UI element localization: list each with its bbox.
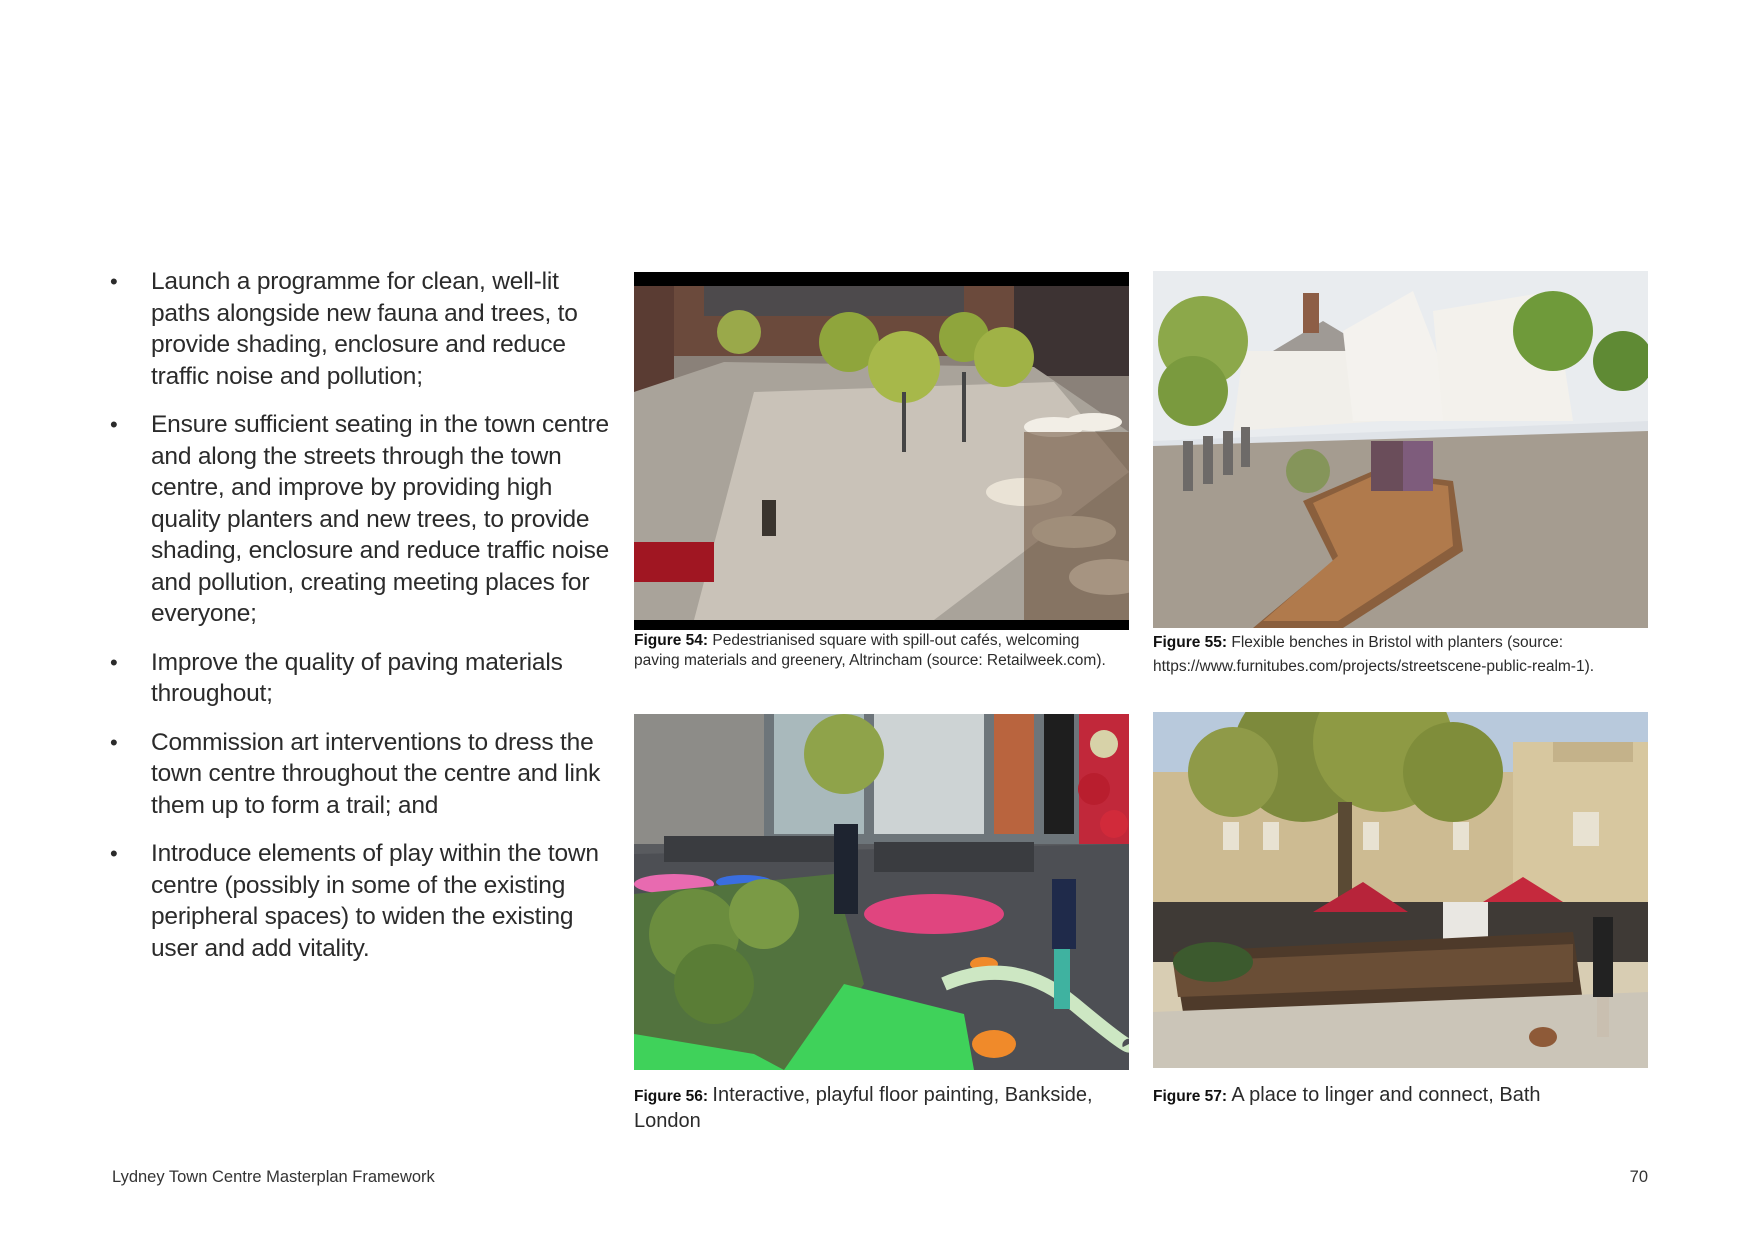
bullet-item: • Introduce elements of play within the town centre (possibly in some of the existing peripheral spaces) to widen the existing user and add vitality.	[110, 840, 599, 962]
bullet-item: • Launch a programme for clean, well-lit paths alongside new fauna and trees, to provide shading, enclosure and reduce traffic noise and pollution;	[110, 268, 578, 390]
bullet-text: Introduce elements of play within the town centre (possibly in some of the existing peripheral spaces) to widen the existing user and add vitality.	[151, 840, 599, 962]
bullet-list	[110, 266, 610, 981]
figure-55-photo	[1153, 271, 1648, 628]
figure-57-photo	[1153, 712, 1648, 1068]
bullet-item: • Ensure sufficient seating in the town centre and along the streets through the town centre, and improve by providing high quality planters and new trees, to provide shading, enclosure and reduce traffic noise and pollution, creating meeting places for everyone;	[110, 411, 610, 627]
footer-document-title: Lydney Town Centre Masterplan Framework	[112, 1168, 435, 1186]
bullet-text: Launch a programme for clean, well-lit paths alongside new fauna and trees, to provide shading, enclosure and reduce traffic noise and pollution;	[151, 268, 578, 390]
figure-57-text: A place to linger and connect, Bath	[1231, 1084, 1541, 1106]
figure-54-text: Pedestrianised square with spill-out cafés, welcoming paving materials and greenery, Altrincham (source: Retailweek.com).	[634, 632, 1106, 669]
figure-56-label: Figure 56:	[634, 1088, 709, 1105]
bullet-item: • Improve the quality of paving materials throughout;	[110, 648, 563, 707]
bullet-text: Ensure sufficient seating in the town centre and along the streets through the town centre, and improve by providing high quality planters and new trees, to provide shading, enclosure and reduce traffic noise and pollution, creating meeting places for everyone;	[151, 411, 610, 627]
figure-55-caption	[1153, 631, 1648, 679]
figure-56-caption	[634, 1083, 1129, 1135]
figure-55-text: Flexible benches in Bristol with planters (source: https://www.furnitubes.com/projects/streetscene-public-realm-1).	[1153, 634, 1595, 675]
figure-56-text: Interactive, playful floor painting, Bankside, London	[634, 1084, 1093, 1132]
figure-56-photo	[634, 714, 1129, 1070]
figure-57-label: Figure 57:	[1153, 1088, 1228, 1105]
figure-54-label: Figure 54:	[634, 632, 709, 649]
figure-57-caption	[1153, 1083, 1648, 1109]
bullet-item: • Commission art interventions to dress the town centre throughout the centre and link them up to form a trail; and	[110, 728, 601, 819]
figure-54-photo	[634, 272, 1129, 630]
bullet-text: Commission art interventions to dress the town centre throughout the centre and link them up to form a trail; and	[151, 728, 601, 819]
figure-55-label: Figure 55:	[1153, 634, 1228, 651]
bullet-text: Improve the quality of paving materials throughout;	[151, 648, 563, 707]
page-number: 70	[1629, 1168, 1648, 1186]
figure-54-caption	[634, 631, 1129, 671]
